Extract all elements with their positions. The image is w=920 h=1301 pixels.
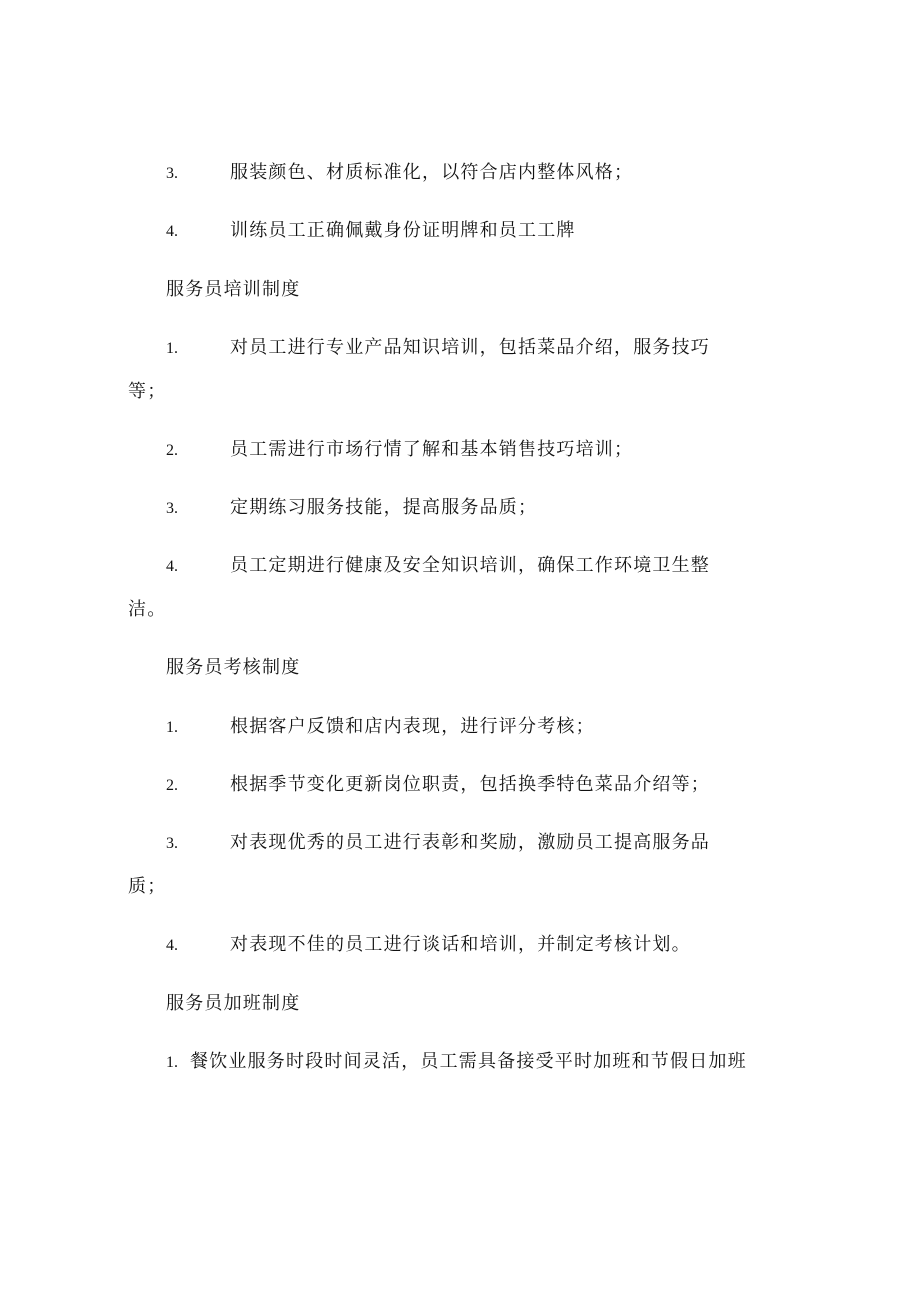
training-item-1-number: 1. [166, 340, 178, 357]
assessment-item-1-text: 根据客户反馈和店内表现，进行评分考核； [230, 716, 595, 737]
assessment-heading: 服务员考核制度 [166, 657, 301, 678]
assessment-item-3-number: 3. [166, 835, 178, 852]
training-item-4-text: 员工定期进行健康及安全知识培训，确保工作环境卫生整 [230, 555, 710, 576]
assessment-item-4-number: 4. [166, 937, 178, 954]
assessment-item-1-number: 1. [166, 719, 178, 736]
training-heading: 服务员培训制度 [166, 279, 301, 300]
assessment-item-3-text: 对表现优秀的员工进行表彰和奖励，激励员工提高服务品 [230, 832, 710, 853]
training-item-2-number: 2. [166, 442, 178, 459]
training-item-1-text: 对员工进行专业产品知识培训，包括菜品介绍，服务技巧 [230, 337, 710, 358]
training-item-1-continuation: 等； [128, 381, 167, 402]
overtime-item-1-text: 餐饮业服务时段时间灵活，员工需具备接受平时加班和节假日加班 [190, 1051, 747, 1072]
training-item-3-text: 定期练习服务技能，提高服务品质； [230, 497, 538, 518]
training-item-4-continuation: 洁。 [128, 599, 167, 620]
training-item-3-number: 3. [166, 500, 178, 517]
assessment-item-2-text: 根据季节变化更新岗位职责，包括换季特色菜品介绍等； [230, 774, 710, 795]
overtime-heading: 服务员加班制度 [166, 993, 301, 1014]
uniform-item-4-text: 训练员工正确佩戴身份证明牌和员工工牌 [230, 220, 576, 241]
assessment-item-3-continuation: 质； [128, 876, 167, 897]
uniform-item-3-number: 3. [166, 165, 178, 182]
assessment-item-2-number: 2. [166, 777, 178, 794]
uniform-item-4-number: 4. [166, 223, 178, 240]
training-item-2-text: 员工需进行市场行情了解和基本销售技巧培训； [230, 439, 634, 460]
training-item-4-number: 4. [166, 558, 178, 575]
assessment-item-4-text: 对表现不佳的员工进行谈话和培训，并制定考核计划。 [230, 934, 691, 955]
uniform-item-3-text: 服装颜色、材质标准化，以符合店内整体风格； [230, 162, 634, 183]
overtime-item-1-number: 1. [166, 1054, 178, 1071]
